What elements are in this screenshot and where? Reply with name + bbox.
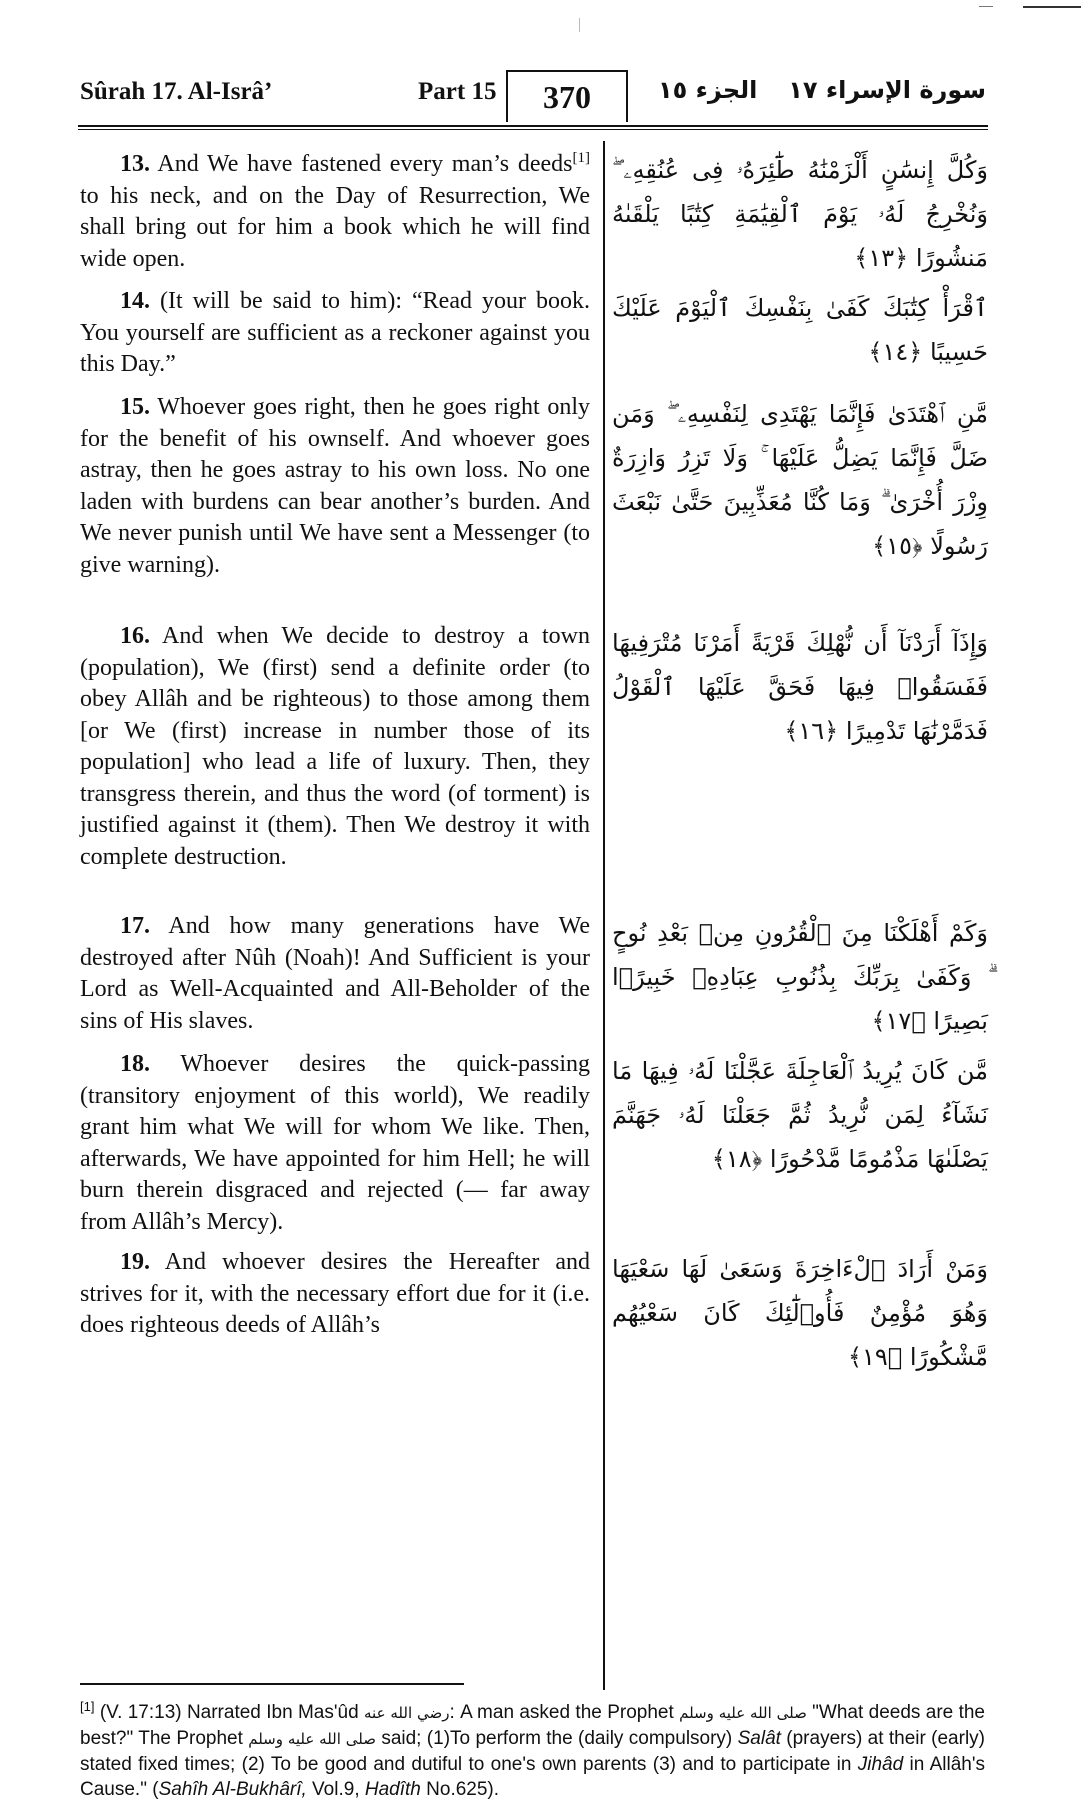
footnote-text: (prayers) at their (early) stated fixed times; (2) To be good and dutiful to one's own parents (3) and to participate in [80, 1728, 986, 1775]
verse-13-translation [80, 149, 590, 275]
verse-16-translation [80, 621, 590, 873]
footnote-text: (V. 17:13) Narrated Ibn Mas'ûd [94, 1702, 364, 1723]
honorific-arabic: رضي الله عنه [364, 1704, 450, 1722]
footnote-reference[interactable]: [1] [572, 150, 590, 166]
footnote [80, 1700, 985, 1802]
surah-title-en: Sûrah 17. Al-Isrâ’ [80, 78, 273, 105]
footnote-text: Vol.9, [306, 1779, 365, 1800]
footnote-rule [80, 1683, 464, 1685]
footnote-text: "What deeds are the best?" The Prophet [80, 1702, 985, 1749]
surah-title-ar: سورة الإسراء ١٧ [788, 76, 986, 104]
verse-text: Whoever desires the quick-passing (transitory enjoyment of this world), We readily grant him what We will for whom We like. Then, afterwards, We have appointed for him Hell; he will burn therein disgraced and rejected (— far away from Allâh’s Mercy). [80, 1051, 590, 1235]
verse-18-arabic: مَّن كَانَ يُرِيدُ ٱلْعَاجِلَةَ عَجَّلْنَا لَهُۥ فِيهَا مَا نَشَآءُ لِمَن نُّرِيدُ ثُمَّ جَعَلْنَا لَهُۥ جَهَنَّمَ يَصْلَىٰهَا مَذْمُومًا مَّدْحُورًا ﴿١٨﴾ [612, 1057, 988, 1173]
term-salat: Salât [737, 1728, 781, 1749]
verse-13-arabic: وَكُلَّ إِنسَٰنٍ أَلْزَمْنَٰهُ طَٰٓئِرَهُۥ فِى عُنُقِهِۦ ۖ وَنُخْرِجُ لَهُۥ يَوْمَ ٱلْقِيَٰمَةِ كِتَٰبًا يَلْقَىٰهُ مَنشُورًا ﴿١٣﴾ [612, 156, 988, 272]
page-corner-mark [979, 6, 993, 7]
page-header [78, 70, 988, 126]
verse-15-translation [80, 392, 590, 581]
footnote-mark: [1] [80, 1699, 95, 1714]
verse-17-translation [80, 911, 590, 1037]
verse-number: 18. [120, 1051, 150, 1077]
term-jihad: Jihâd [857, 1754, 904, 1775]
column-divider-lower [603, 671, 605, 1690]
header-rule [78, 125, 988, 127]
page-corner-rule [1023, 6, 1081, 8]
verse-16-arabic: وَإِذَآ أَرَدْنَآ أَن نُّهْلِكَ قَرْيَةً أَمَرْنَا مُتْرَفِيهَا فَفَسَقُوا۟ فِيهَا فَحَقَّ عَلَيْهَا ٱلْقَوْلُ فَدَمَّرْنَٰهَا تَدْمِيرًا ﴿١٦﴾ [612, 629, 988, 745]
verse-19-arabic: وَمَنْ أَرَادَ ٱلْءَاخِرَةَ وَسَعَىٰ لَهَا سَعْيَهَا وَهُوَ مُؤْمِنٌ فَأُو۟لَٰٓئِكَ كَانَ سَعْيُهُم مَّشْكُورًا ﴿١٩﴾ [612, 1255, 988, 1371]
footnote-text: No.625). [420, 1779, 500, 1800]
verse-19-translation [80, 1247, 590, 1342]
verse-14-arabic: ٱقْرَأْ كِتَٰبَكَ كَفَىٰ بِنَفْسِكَ ٱلْيَوْمَ عَلَيْكَ حَسِيبًا ﴿١٤﴾ [612, 294, 988, 366]
verse-number: 16. [120, 623, 150, 649]
verse-18-translation [80, 1049, 590, 1238]
verse-text: And We have fastened every man’s deeds [150, 151, 573, 177]
verse-text: Whoever goes right, then he goes right only for the benefit of his ownself. And whoever goes astray, then he goes astray to his own loss. No one laden with burdens can bear another’s burden. And We never punish until We have sent a Messenger (to give warning). [80, 394, 590, 578]
verse-text: (It will be said to him): “Read your book. You yourself are sufficient as a reckoner against you this Day.” [80, 288, 590, 377]
verse-text: And whoever desires the Hereafter and strives for it, with the necessary effort due for it (i.e. does righteous deeds of Allâh’s [80, 1249, 590, 1338]
verse-number: 19. [120, 1249, 150, 1275]
verse-number: 13. [120, 151, 150, 177]
header-rule-thin [78, 129, 988, 130]
footnote-text: said; (1)To perform the (daily compulsory) [375, 1728, 738, 1749]
part-label-ar: الجزء ١٥ [658, 76, 758, 104]
page-number: 370 [506, 70, 628, 122]
part-label-en: Part 15 [418, 78, 497, 105]
column-divider [603, 141, 605, 671]
term-hadith: Hadîth [364, 1779, 421, 1800]
source-title: Sahîh Al-Bukhârî, [158, 1779, 307, 1800]
footnote-text: : A man asked the Prophet [449, 1702, 680, 1723]
verse-text: And how many generations have We destroyed after Nûh (Noah)! And Sufficient is your Lord as Well-Acquainted and All-Beholder of the sins of His slaves. [80, 913, 590, 1034]
verse-number: 17. [120, 913, 150, 939]
verse-text: And when We decide to destroy a town (population), We (first) send a definite order (to obey Allâh and be righteous) to those among them [or We (first) increase in number those of its population] who lead a life of luxury. Then, they transgress therein, and thus the word (of torment) is justified against it (them). Then We destroy it with complete destruction. [80, 623, 590, 870]
verse-text: to his neck, and on the Day of Resurrection, We shall bring out for him a book which he will find wide open. [80, 182, 590, 272]
footnote-text: in Allâh's Cause." ( [80, 1754, 985, 1800]
verse-17-arabic: وَكَمْ أَهْلَكْنَا مِنَ ٱلْقُرُونِ مِنۢ بَعْدِ نُوحٍ ۗ وَكَفَىٰ بِرَبِّكَ بِذُنُوبِ عِبَادِهِۦ خَبِيرًۢا بَصِيرًا ﴿١٧﴾ [612, 919, 988, 1035]
verse-15-arabic: مَّنِ ٱهْتَدَىٰ فَإِنَّمَا يَهْتَدِى لِنَفْسِهِۦ ۖ وَمَن ضَلَّ فَإِنَّمَا يَضِلُّ عَلَيْهَا ۚ وَلَا تَزِرُ وَازِرَةٌ وِزْرَ أُخْرَىٰ ۗ وَمَا كُنَّا مُعَذِّبِينَ حَتَّىٰ نَبْعَثَ رَسُولًا ﴿١٥﴾ [612, 400, 988, 560]
verse-14-translation [80, 286, 590, 381]
page-top-tick [579, 18, 580, 32]
honorific-arabic: صلى الله عليه وسلم [679, 1704, 807, 1722]
honorific-arabic: صلى الله عليه وسلم [248, 1730, 376, 1748]
verse-number: 15. [120, 394, 150, 420]
verse-number: 14. [120, 288, 150, 314]
